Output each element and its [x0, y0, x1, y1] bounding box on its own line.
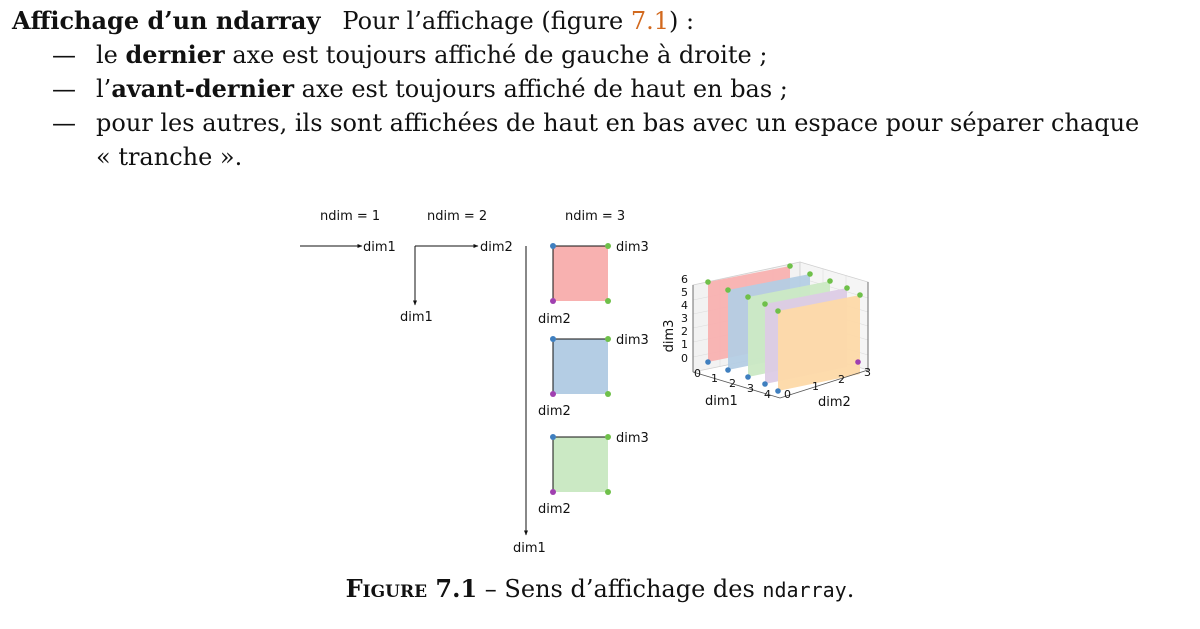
dim2-tick: 1	[812, 380, 819, 393]
title-ndim1: ndim = 1	[320, 209, 381, 224]
corner-dot	[605, 489, 611, 495]
dim1-label: dim1	[513, 541, 546, 556]
corner-dot	[605, 336, 611, 342]
corner-dot	[605, 298, 611, 304]
dim2-tick: 0	[784, 388, 791, 401]
corner-dot	[550, 336, 556, 342]
corner-dot	[550, 243, 556, 249]
dim3-label: dim3	[616, 333, 649, 348]
dim2-label: dim2	[538, 502, 571, 517]
intro-text: Pour l’affichage (figure	[342, 7, 631, 35]
corner-dot	[550, 391, 556, 397]
dim2-label: dim2	[538, 312, 571, 327]
dim2-label: dim2	[480, 240, 513, 255]
caption-text: – Sens d’affichage des	[477, 575, 763, 603]
corner-dot	[550, 434, 556, 440]
list-dash: —	[52, 75, 76, 103]
corner-dot	[550, 298, 556, 304]
dim1-tick: 2	[729, 377, 736, 390]
dim1-tick: 0	[694, 367, 701, 380]
item-text: axe est toujours affiché de gauche à droite ;	[224, 41, 768, 69]
dim3-tick: 2	[681, 325, 688, 338]
dim1-tick: 4	[764, 388, 771, 401]
slice-square	[553, 437, 608, 492]
corner-dot	[605, 243, 611, 249]
dim1-tick: 1	[711, 372, 718, 385]
dim3-tick: 5	[681, 286, 688, 299]
dim3-label: dim3	[616, 240, 649, 255]
list-dash: —	[52, 109, 76, 137]
corner-dot	[605, 391, 611, 397]
caption-end: .	[846, 575, 855, 603]
dim1-label: dim1	[400, 310, 433, 325]
item-text: axe est toujours affiché de haut en bas ;	[294, 75, 788, 103]
item-bold: avant-dernier	[111, 74, 295, 103]
dim3-tick: 6	[681, 273, 688, 286]
dim3-tick: 0	[681, 352, 688, 365]
dim2-tick: 2	[838, 373, 845, 386]
item-text: l’	[96, 75, 112, 103]
dim2-axis-label: dim2	[818, 395, 851, 410]
dim1-label: dim1	[363, 240, 396, 255]
dim2-tick: 3	[864, 366, 871, 379]
dim2-label: dim2	[538, 404, 571, 419]
plot-3d	[662, 262, 871, 410]
title-ndim3: ndim = 3	[565, 209, 626, 224]
title-ndim2: ndim = 2	[427, 209, 488, 224]
dim3-axis-label: dim3	[662, 319, 677, 353]
slice-1	[538, 240, 649, 327]
dim1-axis-label: dim1	[705, 394, 738, 409]
corner-dot	[605, 434, 611, 440]
item-text: le	[96, 41, 126, 69]
figure-caption	[0, 574, 1200, 603]
dim3-tick: 1	[681, 338, 688, 351]
intro-text-end: ) :	[669, 7, 695, 35]
list-item-continuation: « tranche ».	[96, 143, 243, 171]
paragraph-heading: Affichage d’un ndarray	[12, 6, 321, 35]
caption-label: Figure 7.1	[345, 574, 478, 603]
list-dash: —	[52, 41, 76, 69]
item-text: pour les autres, ils sont affichées de haut en bas avec un espace pour séparer chaque	[96, 109, 1140, 137]
item-bold: dernier	[125, 40, 225, 69]
slice-3	[538, 431, 649, 517]
dim3-label: dim3	[616, 431, 649, 446]
dim3-tick: 4	[681, 299, 688, 312]
dim3-tick: 3	[681, 312, 688, 325]
figure-reference-link[interactable]: 7.1	[630, 7, 670, 35]
slice-square	[553, 246, 608, 301]
slice-2	[538, 333, 649, 419]
dim1-tick: 3	[747, 382, 754, 395]
corner-dot	[550, 489, 556, 495]
caption-code: ndarray	[762, 578, 847, 602]
slice-square	[553, 339, 608, 394]
